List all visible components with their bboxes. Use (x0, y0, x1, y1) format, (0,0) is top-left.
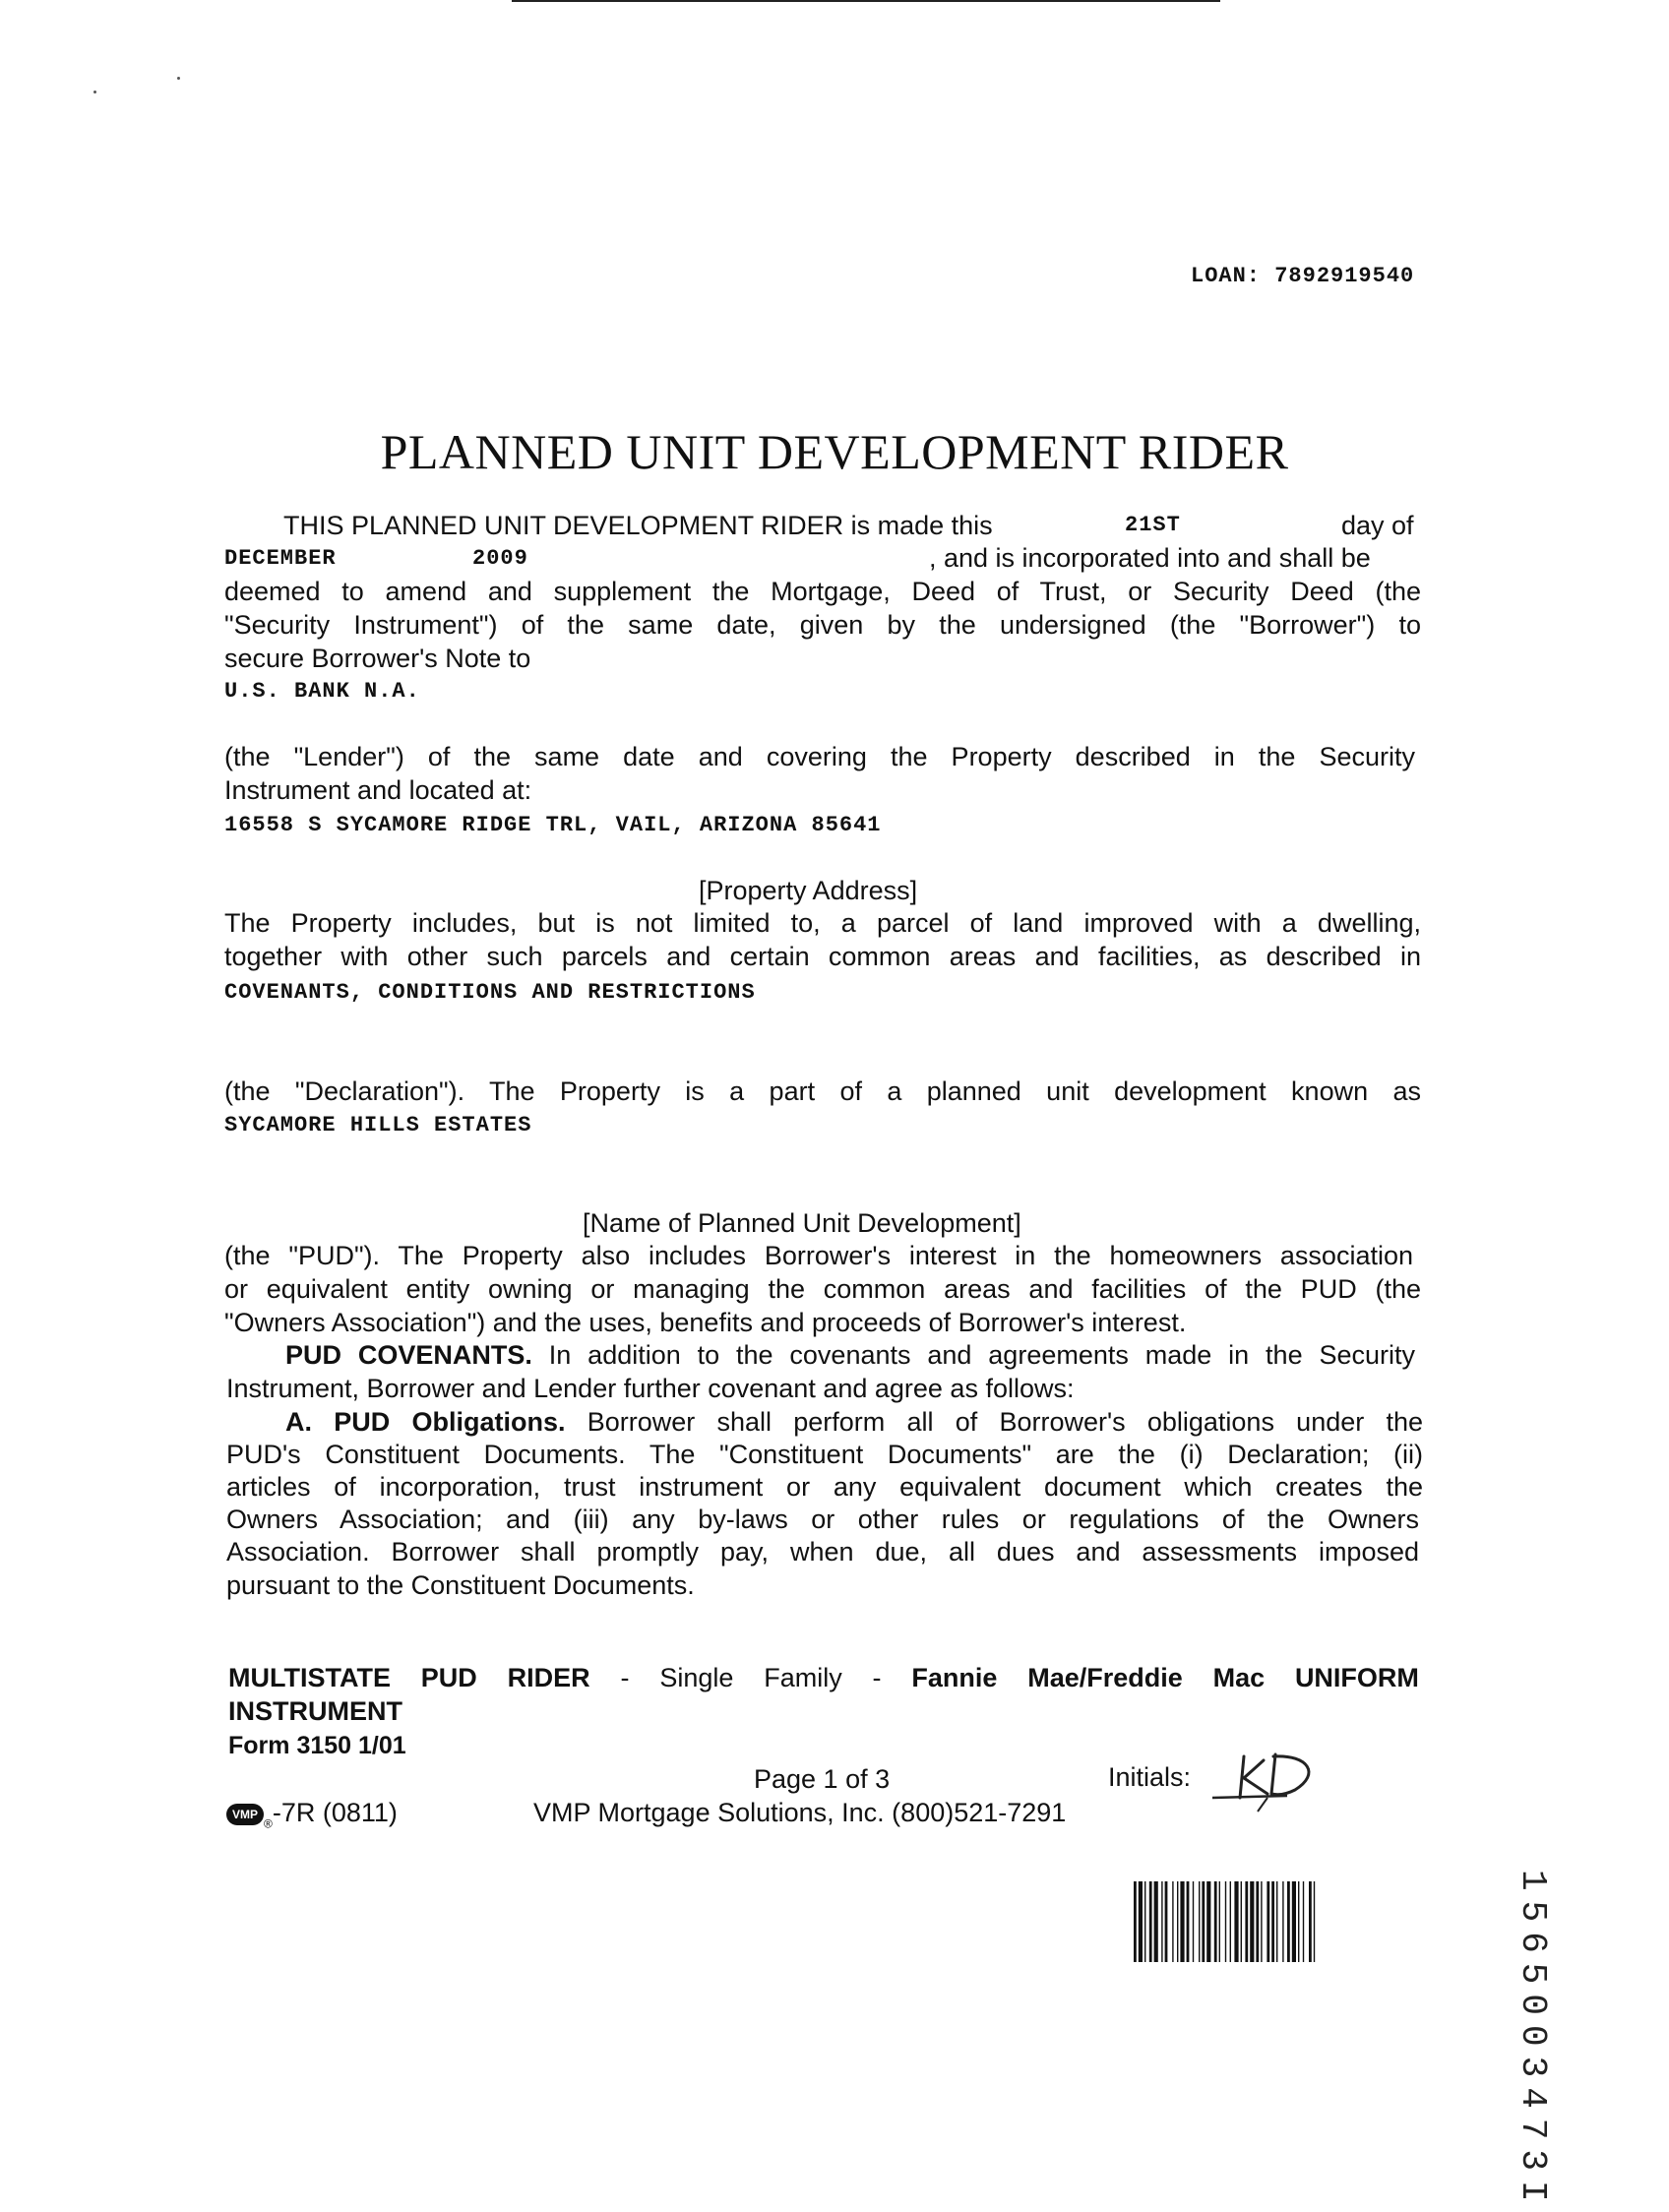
barcode-bar (1161, 1881, 1162, 1962)
form-title-word: - (872, 1663, 882, 1692)
form-title-word: Mae/Freddie (1027, 1663, 1183, 1692)
initials-signature (1210, 1747, 1329, 1815)
form-title-word: RIDER (507, 1663, 590, 1692)
vmp-company: VMP Mortgage Solutions, Inc. (800)521-7291 (533, 1798, 1067, 1827)
vmp-code: -7R (0811) (272, 1798, 398, 1827)
section-a-heading: A. PUD Obligations. (285, 1407, 566, 1437)
covenants-line-1 (285, 1338, 1415, 1372)
barcode-bar (1276, 1881, 1277, 1962)
barcode-bar (1199, 1881, 1200, 1962)
document-title: PLANNED UNIT DEVELOPMENT RIDER (380, 424, 1289, 479)
form-title-word: Mac (1212, 1663, 1266, 1692)
covenants-line-2: Instrument, Borrower and Lender further covenant and agree as follows: (226, 1374, 1075, 1403)
barcode-bar (1234, 1881, 1238, 1962)
form-title-word: Fannie (911, 1663, 998, 1692)
form-title-line-2: INSTRUMENT (228, 1696, 402, 1726)
barcode-bar (1187, 1881, 1190, 1962)
pud-line-1: (the "PUD"). The Property also includes Borrower's interest in the homeowners association (224, 1241, 1413, 1270)
barcode-bar (1230, 1881, 1231, 1962)
barcode-bar (1314, 1881, 1315, 1962)
lender-line-1: (the "Lender") of the same date and covering the Property described in the Security (224, 742, 1415, 771)
barcode-bar (1219, 1881, 1220, 1962)
covenants-heading: PUD COVENANTS. (285, 1340, 532, 1370)
property-line-1: The Property includes, but is not limited to, a parcel of land improved with a dwelling, (224, 908, 1421, 938)
property-address-value: 16558 S SYCAMORE RIDGE TRL, VAIL, ARIZONA 85641 (224, 813, 882, 837)
barcode-bar (1245, 1881, 1248, 1962)
barcode-bar (1172, 1881, 1173, 1962)
intro-line-4: "Security Instrument") of the same date, given by the undersigned (the "Borrower") to (224, 610, 1421, 640)
pud-line-2: or equivalent entity owning or managing the common areas and facilities of the PUD (the (224, 1274, 1421, 1304)
barcode-bar (1180, 1881, 1184, 1962)
form-number: Form 3150 1/01 (228, 1732, 406, 1759)
property-line-2: together with other such parcels and certain common areas and facilities, as described in (224, 942, 1421, 971)
barcode-bar (1303, 1881, 1304, 1962)
page-number: Page 1 of 3 (754, 1764, 891, 1794)
section-a-line-4: Owners Association; and (iii) any by-laws or other rules or regulations of the Owners (226, 1505, 1419, 1534)
vmp-logo: VMP (226, 1804, 264, 1825)
barcode-bar (1287, 1881, 1290, 1962)
lender-line-2: Instrument and located at: (224, 775, 532, 805)
form-title-word: Family (764, 1663, 842, 1692)
vmp-code-line (226, 1796, 398, 1840)
barcode-bar (1256, 1881, 1259, 1962)
barcode-bar (1149, 1881, 1152, 1962)
barcode-bar (1206, 1881, 1210, 1962)
vmp-registered-mark: ® (264, 1816, 273, 1831)
pud-line-3: "Owners Association") and the uses, benefits and proceeds of Borrower's interest. (224, 1308, 1187, 1337)
year-value: 2009 (472, 546, 528, 571)
barcode-bar (1250, 1881, 1254, 1962)
initials-label: Initials: (1108, 1762, 1192, 1792)
barcode (1134, 1881, 1427, 1962)
form-title-word: - (620, 1663, 630, 1692)
intro-lead: THIS PLANNED UNIT DEVELOPMENT RIDER is made this (283, 511, 993, 540)
barcode-bar (1144, 1881, 1145, 1962)
declaration-value: COVENANTS, CONDITIONS AND RESTRICTIONS (224, 980, 756, 1005)
month-value: DECEMBER (224, 546, 337, 571)
section-a-line-3: articles of incorporation, trust instrument or any equivalent document which creates the (226, 1472, 1423, 1502)
barcode-bar (1298, 1881, 1299, 1962)
section-a-line-5: Association. Borrower shall promptly pay, when due, all dues and assessments imposed (226, 1537, 1419, 1567)
form-title-word: MULTISTATE (228, 1663, 391, 1692)
day-of-label: day of (1341, 511, 1414, 540)
intro-line-3: deemed to amend and supplement the Mortgage, Deed of Trust, or Security Deed (the (224, 577, 1421, 606)
property-address-caption: [Property Address] (699, 876, 918, 905)
form-title-word: UNIFORM (1294, 1663, 1419, 1692)
covenants-line-1-rest: In addition to the covenants and agreements made in the Security (548, 1340, 1415, 1370)
barcode-bar (1271, 1881, 1274, 1962)
barcode-bar (1193, 1881, 1194, 1962)
form-title-line-1 (228, 1661, 1419, 1694)
barcode-bar (1165, 1881, 1168, 1962)
barcode-bar (1309, 1881, 1312, 1962)
barcode-bar (1225, 1881, 1226, 1962)
barcode-bar (1177, 1881, 1178, 1962)
barcode-bar (1139, 1881, 1143, 1962)
form-title-word: PUD (420, 1663, 477, 1692)
scan-top-edge (512, 0, 1220, 2)
declaration-line-1: (the "Declaration"). The Property is a part of a planned unit development known as (224, 1076, 1421, 1106)
barcode-bar (1134, 1881, 1137, 1962)
barcode-bar (1267, 1881, 1269, 1962)
pud-name-value: SYCAMORE HILLS ESTATES (224, 1113, 532, 1137)
side-stamp-number: 1565003473I (1513, 1870, 1553, 2212)
barcode-bar (1154, 1881, 1158, 1962)
loan-label: LOAN: (1191, 264, 1262, 288)
lender-value: U.S. BANK N.A. (224, 679, 420, 704)
barcode-bar (1202, 1881, 1205, 1962)
barcode-bar (1292, 1881, 1296, 1962)
section-a-line-2: PUD's Constituent Documents. The "Constituent Documents" are the (i) Declaration; (ii) (226, 1440, 1423, 1469)
scan-speck (93, 91, 96, 93)
loan-number: 7892919540 (1274, 264, 1415, 288)
loan-number-line (1191, 264, 1414, 288)
barcode-bar (1261, 1881, 1262, 1962)
form-title-word: Single (659, 1663, 734, 1692)
scan-speck (177, 77, 180, 80)
barcode-bar (1282, 1881, 1283, 1962)
intro-line-5: secure Borrower's Note to (224, 644, 531, 673)
pud-name-caption: [Name of Planned Unit Development] (583, 1208, 1021, 1238)
barcode-bar (1241, 1881, 1242, 1962)
intro-after-date: , and is incorporated into and shall be (929, 543, 1371, 573)
section-a-line-6: pursuant to the Constituent Documents. (226, 1570, 695, 1600)
section-a-line-1 (285, 1405, 1423, 1439)
section-a-line-1-rest: Borrower shall perform all of Borrower's obligations under the (587, 1407, 1423, 1437)
barcode-bar (1214, 1881, 1217, 1962)
day-value: 21ST (1125, 513, 1181, 537)
